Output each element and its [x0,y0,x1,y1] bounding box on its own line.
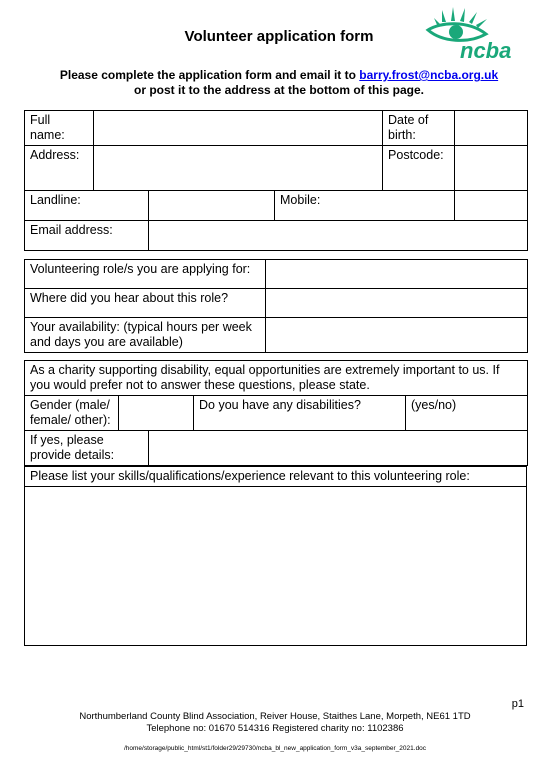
availability-field[interactable] [266,318,528,353]
instructions [0,68,550,98]
email-address-label: Email address: [25,221,149,251]
skills-label: Please list your skills/qualifications/experience relevant to this volunteering role: [25,467,527,487]
role-label: Volunteering role/s you are applying for: [25,260,266,289]
postcode-field[interactable] [455,146,528,191]
full-name-label: Full name: [25,111,94,146]
hear-about-field[interactable] [266,289,528,318]
hear-about-label: Where did you hear about this role? [25,289,266,318]
address-field[interactable] [94,146,383,191]
personal-details-table [24,110,528,251]
disability-field[interactable]: (yes/no) [406,396,528,431]
gender-field[interactable] [119,396,194,431]
equality-intro: As a charity supporting disability, equal opportunities are extremely important to us. If you would prefer not to answer these questions, please state. [25,361,528,396]
footer [0,711,550,735]
instruction-text: Please complete the application form and email it to [59,68,360,82]
details-label: If yes, please provide details: [25,431,149,466]
date-of-birth-label: Date of birth: [383,111,455,146]
skills-table [24,466,527,646]
availability-label: Your availability: (typical hours per week and days you are available) [25,318,266,353]
role-table [24,259,528,353]
page-title: Volunteer application form [184,28,374,45]
landline-field[interactable] [149,191,275,221]
svg-text:ncba: ncba [460,38,512,63]
skills-field[interactable] [25,487,527,646]
email-link[interactable]: barry.frost@ncba.org.uk [359,68,499,82]
footer-contact: Telephone no: 01670 514316 Registered charity no: 1102386 [146,723,404,734]
date-of-birth-field[interactable] [455,111,528,146]
page-number: p1 [511,698,524,710]
footer-address: Northumberland County Blind Association, Reiver House, Staithes Lane, Morpeth, NE61 1TD [79,711,471,722]
email-address-field[interactable] [149,221,528,251]
file-path: /home/storage/public_html/st1/folder29/29730/ncba_bl_new_application_form_v3a_september_2021.doc [123,745,427,752]
instruction-text-2: or post it to the address at the bottom of this page. [133,83,424,97]
landline-label: Landline: [25,191,149,221]
equality-table [24,360,528,466]
postcode-label: Postcode: [383,146,455,191]
role-field[interactable] [266,260,528,289]
mobile-field[interactable] [455,191,528,221]
full-name-field[interactable] [94,111,383,146]
mobile-label: Mobile: [275,191,455,221]
ncba-logo [420,4,520,64]
gender-label: Gender (male/ female/ other): [25,396,119,431]
disability-label: Do you have any disabilities? [194,396,406,431]
address-label: Address: [25,146,94,191]
details-field[interactable] [149,431,528,466]
